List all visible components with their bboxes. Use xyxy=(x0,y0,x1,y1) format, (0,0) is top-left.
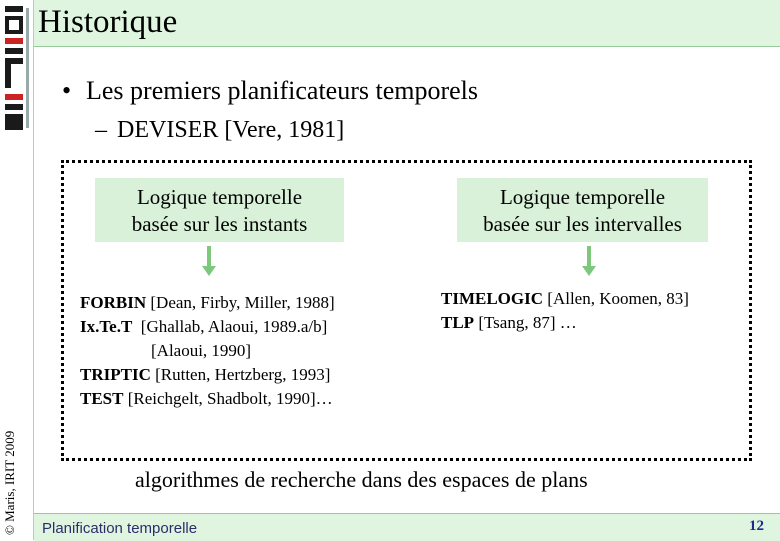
slide-title: Historique xyxy=(38,4,178,40)
instants-box-line1: Logique temporelle xyxy=(136,185,303,209)
bullet-level2 xyxy=(95,114,344,146)
instants-logic-box xyxy=(95,178,344,242)
title-bar xyxy=(34,0,780,47)
footer-bar xyxy=(34,513,780,541)
list-item: TEST [Reichgelt, Shadbolt, 1990]… xyxy=(80,389,333,408)
sidebar: © Maris, IRIT 2009 xyxy=(0,0,34,540)
intervals-logic-box xyxy=(457,178,708,242)
intervals-box-line1: Logique temporelle xyxy=(499,185,666,209)
bullet-level1 xyxy=(62,74,478,108)
list-item: Ix.Te.T [Ghallab, Alaoui, 1989.a/b] xyxy=(80,317,328,336)
bullet-level2-text: DEVISER [Vere, 1981] xyxy=(117,117,345,143)
conclusion-text: algorithmes de recherche dans des espaces de plans xyxy=(135,467,588,492)
intervals-box-line2: basée sur les intervalles xyxy=(483,212,682,236)
instants-planners-list xyxy=(80,291,335,411)
down-arrow-icon xyxy=(202,246,216,276)
list-item: TRIPTIC [Rutten, Hertzberg, 1993] xyxy=(80,365,331,384)
bullet-dot-icon: • xyxy=(62,76,72,105)
list-item: [Alaoui, 1990] xyxy=(151,341,252,360)
list-item: FORBIN [Dean, Firby, Miller, 1988] xyxy=(80,293,335,312)
intervals-planners-list xyxy=(441,287,689,335)
down-arrow-icon xyxy=(582,246,596,276)
list-item: TLP [Tsang, 87] … xyxy=(441,313,577,332)
bullet-level1-text: Les premiers planificateurs temporels xyxy=(86,76,479,105)
page-number: 12 xyxy=(749,518,764,534)
irit-logo-icon xyxy=(2,2,32,134)
list-item: TIMELOGIC [Allen, Koomen, 83] xyxy=(441,289,689,308)
bullet-dash-icon: – xyxy=(95,117,107,143)
instants-box-line2: basée sur les instants xyxy=(131,212,308,236)
footer-title: Planification temporelle xyxy=(42,520,198,537)
